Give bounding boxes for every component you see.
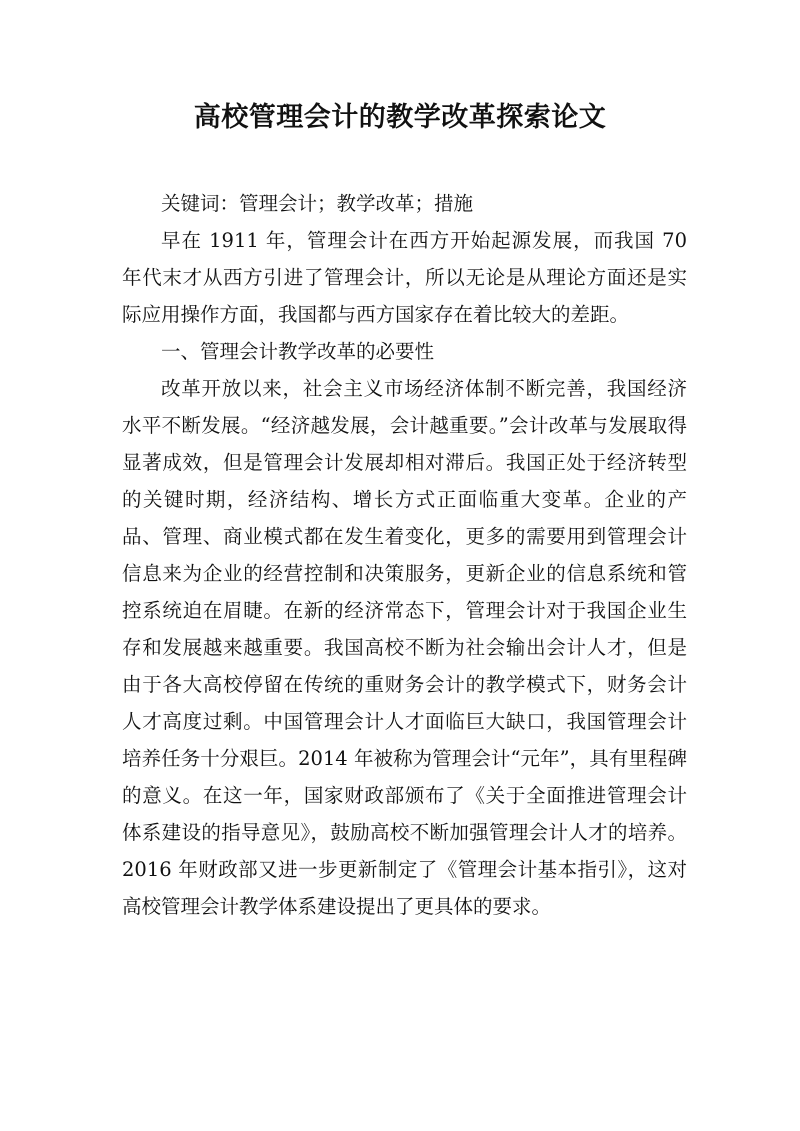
document-title: 高校管理会计的教学改革探索论文: [193, 102, 607, 133]
keywords-paragraph: 关键词：管理会计；教学改革；措施: [161, 192, 474, 215]
document-body: [122, 185, 687, 925]
section-heading: 一、管理会计教学改革的必要性: [161, 340, 435, 363]
body-paragraph: 改革开放以来，社会主义市场经济体制不断完善，我国经济水平不断发展。“经济越发展，会计越重要。”会计改革与发展取得显著成效，但是管理会计发展却相对滞后。我国正处于经济转型的关键时期，经济结构、增长方式正面临重大变革。企业的产品、管理、商业模式都在发生着变化，更多的需要用到管理会计信息来为企业的经营控制和决策服务，更新企业的信息系统和管控系统迫在眉睫。在新的经济常态下，管理会计对于我国企业生存和发展越来越重要。我国高校不断为社会输出会计人才，但是由于各大高校停留在传统的重财务会计的教学模式下，财务会计人才高度过剩。中国管理会计人才面临巨大缺口，我国管理会计培养任务十分艰巨。2014 年被称为管理会计“元年”，具有里程碑的意义。在这一年，国家财政部颁布了《关于全面推进管理会计体系建设的指导意见》，鼓励高校不断加强管理会计人才的培养。2016 年财政部又进一步更新制定了《管理会计基本指引》，这对高校管理会计教学体系建设提出了更具体的要求。: [122, 377, 687, 918]
intro-paragraph: 早在 1911 年，管理会计在西方开始起源发展，而我国 70 年代末才从西方引进了管理会计，所以无论是从理论方面还是实际应用操作方面，我国都与西方国家存在着比较大的差距。: [122, 229, 687, 326]
